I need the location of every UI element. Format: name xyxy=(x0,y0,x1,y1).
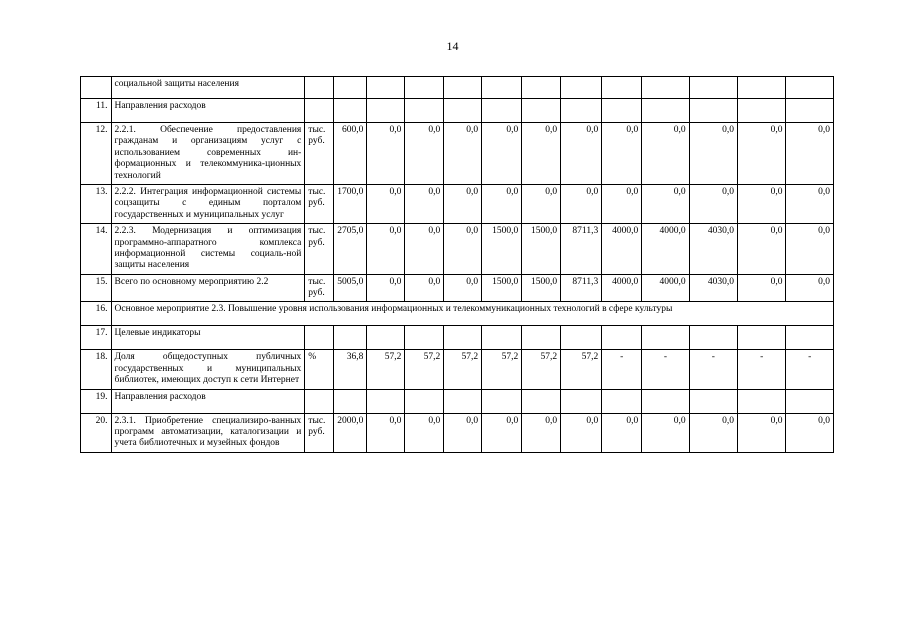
value-cell: 0,0 xyxy=(786,224,834,275)
empty-cell xyxy=(482,389,522,413)
table-row xyxy=(81,224,834,275)
value-cell: 0,0 xyxy=(405,274,444,302)
value-cell: 8711,3 xyxy=(561,224,602,275)
value-cell: 0,0 xyxy=(367,413,405,452)
empty-cell xyxy=(786,389,834,413)
unit-cell: тыс. руб. xyxy=(305,274,333,302)
value-cell: 57,2 xyxy=(561,350,602,389)
value-cell: 0,0 xyxy=(444,184,482,223)
value-cell: 0,0 xyxy=(482,123,522,185)
empty-cell xyxy=(602,389,642,413)
value-cell: 0,0 xyxy=(522,413,561,452)
value-cell: 0,0 xyxy=(561,123,602,185)
row-number: 19. xyxy=(81,389,112,413)
empty-cell xyxy=(482,77,522,99)
value-cell: 0,0 xyxy=(738,413,786,452)
value-cell: 0,0 xyxy=(786,413,834,452)
empty-cell xyxy=(786,77,834,99)
value-cell: 0,0 xyxy=(561,184,602,223)
empty-cell xyxy=(738,99,786,123)
empty-cell xyxy=(482,326,522,350)
value-cell: - xyxy=(738,350,786,389)
unit-cell: тыс. руб. xyxy=(305,224,333,275)
empty-cell xyxy=(738,389,786,413)
empty-cell xyxy=(738,77,786,99)
table-row xyxy=(81,302,834,326)
empty-cell xyxy=(561,389,602,413)
row-name: 2.2.2. Интеграция информационной системы соцзащиты с единым порталом государственных и муниципальных услуг xyxy=(111,184,305,223)
row-number: 18. xyxy=(81,350,112,389)
row-name: Доля общедоступных публичных государственных и муниципальных библиотек, имеющих доступ к сети Интернет xyxy=(111,350,305,389)
value-cell: 2000,0 xyxy=(333,413,367,452)
value-cell: 4000,0 xyxy=(602,274,642,302)
value-cell: 0,0 xyxy=(405,413,444,452)
empty-cell xyxy=(367,326,405,350)
row-name: 2.2.1. Обеспечение предоставления гражданам и организациям услуг с использованием современных ин-формационных и телекоммуника-ционных технологий xyxy=(111,123,305,185)
row-name: 2.3.1. Приобретение специализиро-ванных программ автоматизации, каталогизации и учета библиотечных и музейных фондов xyxy=(111,413,305,452)
value-cell: 0,0 xyxy=(738,123,786,185)
program-table xyxy=(80,76,834,453)
table-row xyxy=(81,77,834,99)
value-cell: 0,0 xyxy=(602,123,642,185)
row-number: 17. xyxy=(81,326,112,350)
row-number: 12. xyxy=(81,123,112,185)
value-cell: 0,0 xyxy=(405,224,444,275)
table-body xyxy=(81,77,834,453)
value-cell: 57,2 xyxy=(405,350,444,389)
unit-cell: тыс. руб. xyxy=(305,413,333,452)
table-row xyxy=(81,389,834,413)
row-number: 13. xyxy=(81,184,112,223)
value-cell: 57,2 xyxy=(482,350,522,389)
value-cell: 57,2 xyxy=(444,350,482,389)
value-cell: 0,0 xyxy=(561,413,602,452)
table-row xyxy=(81,326,834,350)
value-cell: 0,0 xyxy=(405,123,444,185)
value-cell: 0,0 xyxy=(642,413,689,452)
value-cell: - xyxy=(786,350,834,389)
value-cell: 5005,0 xyxy=(333,274,367,302)
value-cell: 0,0 xyxy=(444,224,482,275)
row-number: 15. xyxy=(81,274,112,302)
empty-cell xyxy=(444,389,482,413)
empty-cell xyxy=(642,77,689,99)
empty-cell xyxy=(642,389,689,413)
unit-cell: % xyxy=(305,350,333,389)
empty-cell xyxy=(367,99,405,123)
unit-cell: тыс. руб. xyxy=(305,123,333,185)
empty-cell xyxy=(689,99,737,123)
value-cell: 1500,0 xyxy=(522,224,561,275)
value-cell: 36,8 xyxy=(333,350,367,389)
empty-cell xyxy=(333,99,367,123)
empty-cell xyxy=(333,389,367,413)
value-cell: 4000,0 xyxy=(602,224,642,275)
row-number: 16. xyxy=(81,302,112,326)
row-name: Направления расходов xyxy=(111,99,305,123)
value-cell: 0,0 xyxy=(444,123,482,185)
empty-cell xyxy=(561,99,602,123)
value-cell: - xyxy=(642,350,689,389)
value-cell: 1500,0 xyxy=(522,274,561,302)
value-cell: 4000,0 xyxy=(642,274,689,302)
empty-cell xyxy=(786,326,834,350)
row-number xyxy=(81,77,112,99)
value-cell: 0,0 xyxy=(786,123,834,185)
empty-cell xyxy=(444,77,482,99)
empty-cell xyxy=(561,326,602,350)
empty-cell xyxy=(522,99,561,123)
value-cell: 0,0 xyxy=(689,184,737,223)
value-cell: 1500,0 xyxy=(482,224,522,275)
empty-cell xyxy=(642,326,689,350)
value-cell: 0,0 xyxy=(367,123,405,185)
value-cell: 0,0 xyxy=(482,413,522,452)
row-name: 2.2.3. Модернизация и оптимизация программно-аппаратного комплекса информационной системы социаль-ной защиты населения xyxy=(111,224,305,275)
value-cell: 4030,0 xyxy=(689,224,737,275)
row-name: Целевые индикаторы xyxy=(111,326,305,350)
value-cell: 0,0 xyxy=(786,274,834,302)
empty-cell xyxy=(482,99,522,123)
empty-cell xyxy=(738,326,786,350)
value-cell: 1700,0 xyxy=(333,184,367,223)
empty-cell xyxy=(333,326,367,350)
value-cell: 0,0 xyxy=(367,184,405,223)
empty-cell xyxy=(602,99,642,123)
table-row xyxy=(81,184,834,223)
value-cell: - xyxy=(689,350,737,389)
value-cell: 0,0 xyxy=(444,274,482,302)
empty-cell xyxy=(405,99,444,123)
value-cell: 57,2 xyxy=(522,350,561,389)
empty-cell xyxy=(333,77,367,99)
row-name: социальной защиты населения xyxy=(111,77,305,99)
empty-cell xyxy=(786,99,834,123)
empty-cell xyxy=(405,389,444,413)
empty-cell xyxy=(405,326,444,350)
value-cell: 0,0 xyxy=(522,123,561,185)
empty-cell xyxy=(602,77,642,99)
empty-cell xyxy=(689,326,737,350)
value-cell: 0,0 xyxy=(522,184,561,223)
page-number: 14 xyxy=(446,39,459,53)
empty-cell xyxy=(689,389,737,413)
empty-cell xyxy=(305,99,333,123)
empty-cell xyxy=(602,326,642,350)
value-cell: 0,0 xyxy=(405,184,444,223)
empty-cell xyxy=(305,326,333,350)
empty-cell xyxy=(522,326,561,350)
unit-cell: тыс. руб. xyxy=(305,184,333,223)
table-row xyxy=(81,99,834,123)
empty-cell xyxy=(522,77,561,99)
value-cell: 8711,3 xyxy=(561,274,602,302)
empty-cell xyxy=(444,326,482,350)
empty-cell xyxy=(367,389,405,413)
empty-cell xyxy=(405,77,444,99)
empty-cell xyxy=(305,77,333,99)
value-cell: 0,0 xyxy=(689,123,737,185)
row-name: Направления расходов xyxy=(111,389,305,413)
table-row xyxy=(81,413,834,452)
value-cell: 0,0 xyxy=(786,184,834,223)
table-row xyxy=(81,274,834,302)
value-cell: - xyxy=(602,350,642,389)
value-cell: 0,0 xyxy=(367,274,405,302)
value-cell: 2705,0 xyxy=(333,224,367,275)
value-cell: 0,0 xyxy=(738,224,786,275)
value-cell: 0,0 xyxy=(444,413,482,452)
row-number: 11. xyxy=(81,99,112,123)
empty-cell xyxy=(444,99,482,123)
empty-cell xyxy=(689,77,737,99)
value-cell: 0,0 xyxy=(602,413,642,452)
value-cell: 0,0 xyxy=(642,184,689,223)
value-cell: 57,2 xyxy=(367,350,405,389)
value-cell: 0,0 xyxy=(689,413,737,452)
value-cell: 4000,0 xyxy=(642,224,689,275)
empty-cell xyxy=(561,77,602,99)
row-number: 20. xyxy=(81,413,112,452)
value-cell: 0,0 xyxy=(602,184,642,223)
table-row xyxy=(81,350,834,389)
table-row xyxy=(81,123,834,185)
row-name: Всего по основному мероприятию 2.2 xyxy=(111,274,305,302)
value-cell: 0,0 xyxy=(367,224,405,275)
empty-cell xyxy=(367,77,405,99)
value-cell: 1500,0 xyxy=(482,274,522,302)
empty-cell xyxy=(522,389,561,413)
value-cell: 4030,0 xyxy=(689,274,737,302)
value-cell: 0,0 xyxy=(738,184,786,223)
empty-cell xyxy=(642,99,689,123)
value-cell: 0,0 xyxy=(642,123,689,185)
row-name: Основное мероприятие 2.3. Повышение уровня использования информационных и телекоммуникационных технологий в сфере культуры xyxy=(111,302,833,326)
value-cell: 600,0 xyxy=(333,123,367,185)
value-cell: 0,0 xyxy=(482,184,522,223)
empty-cell xyxy=(305,389,333,413)
value-cell: 0,0 xyxy=(738,274,786,302)
row-number: 14. xyxy=(81,224,112,275)
